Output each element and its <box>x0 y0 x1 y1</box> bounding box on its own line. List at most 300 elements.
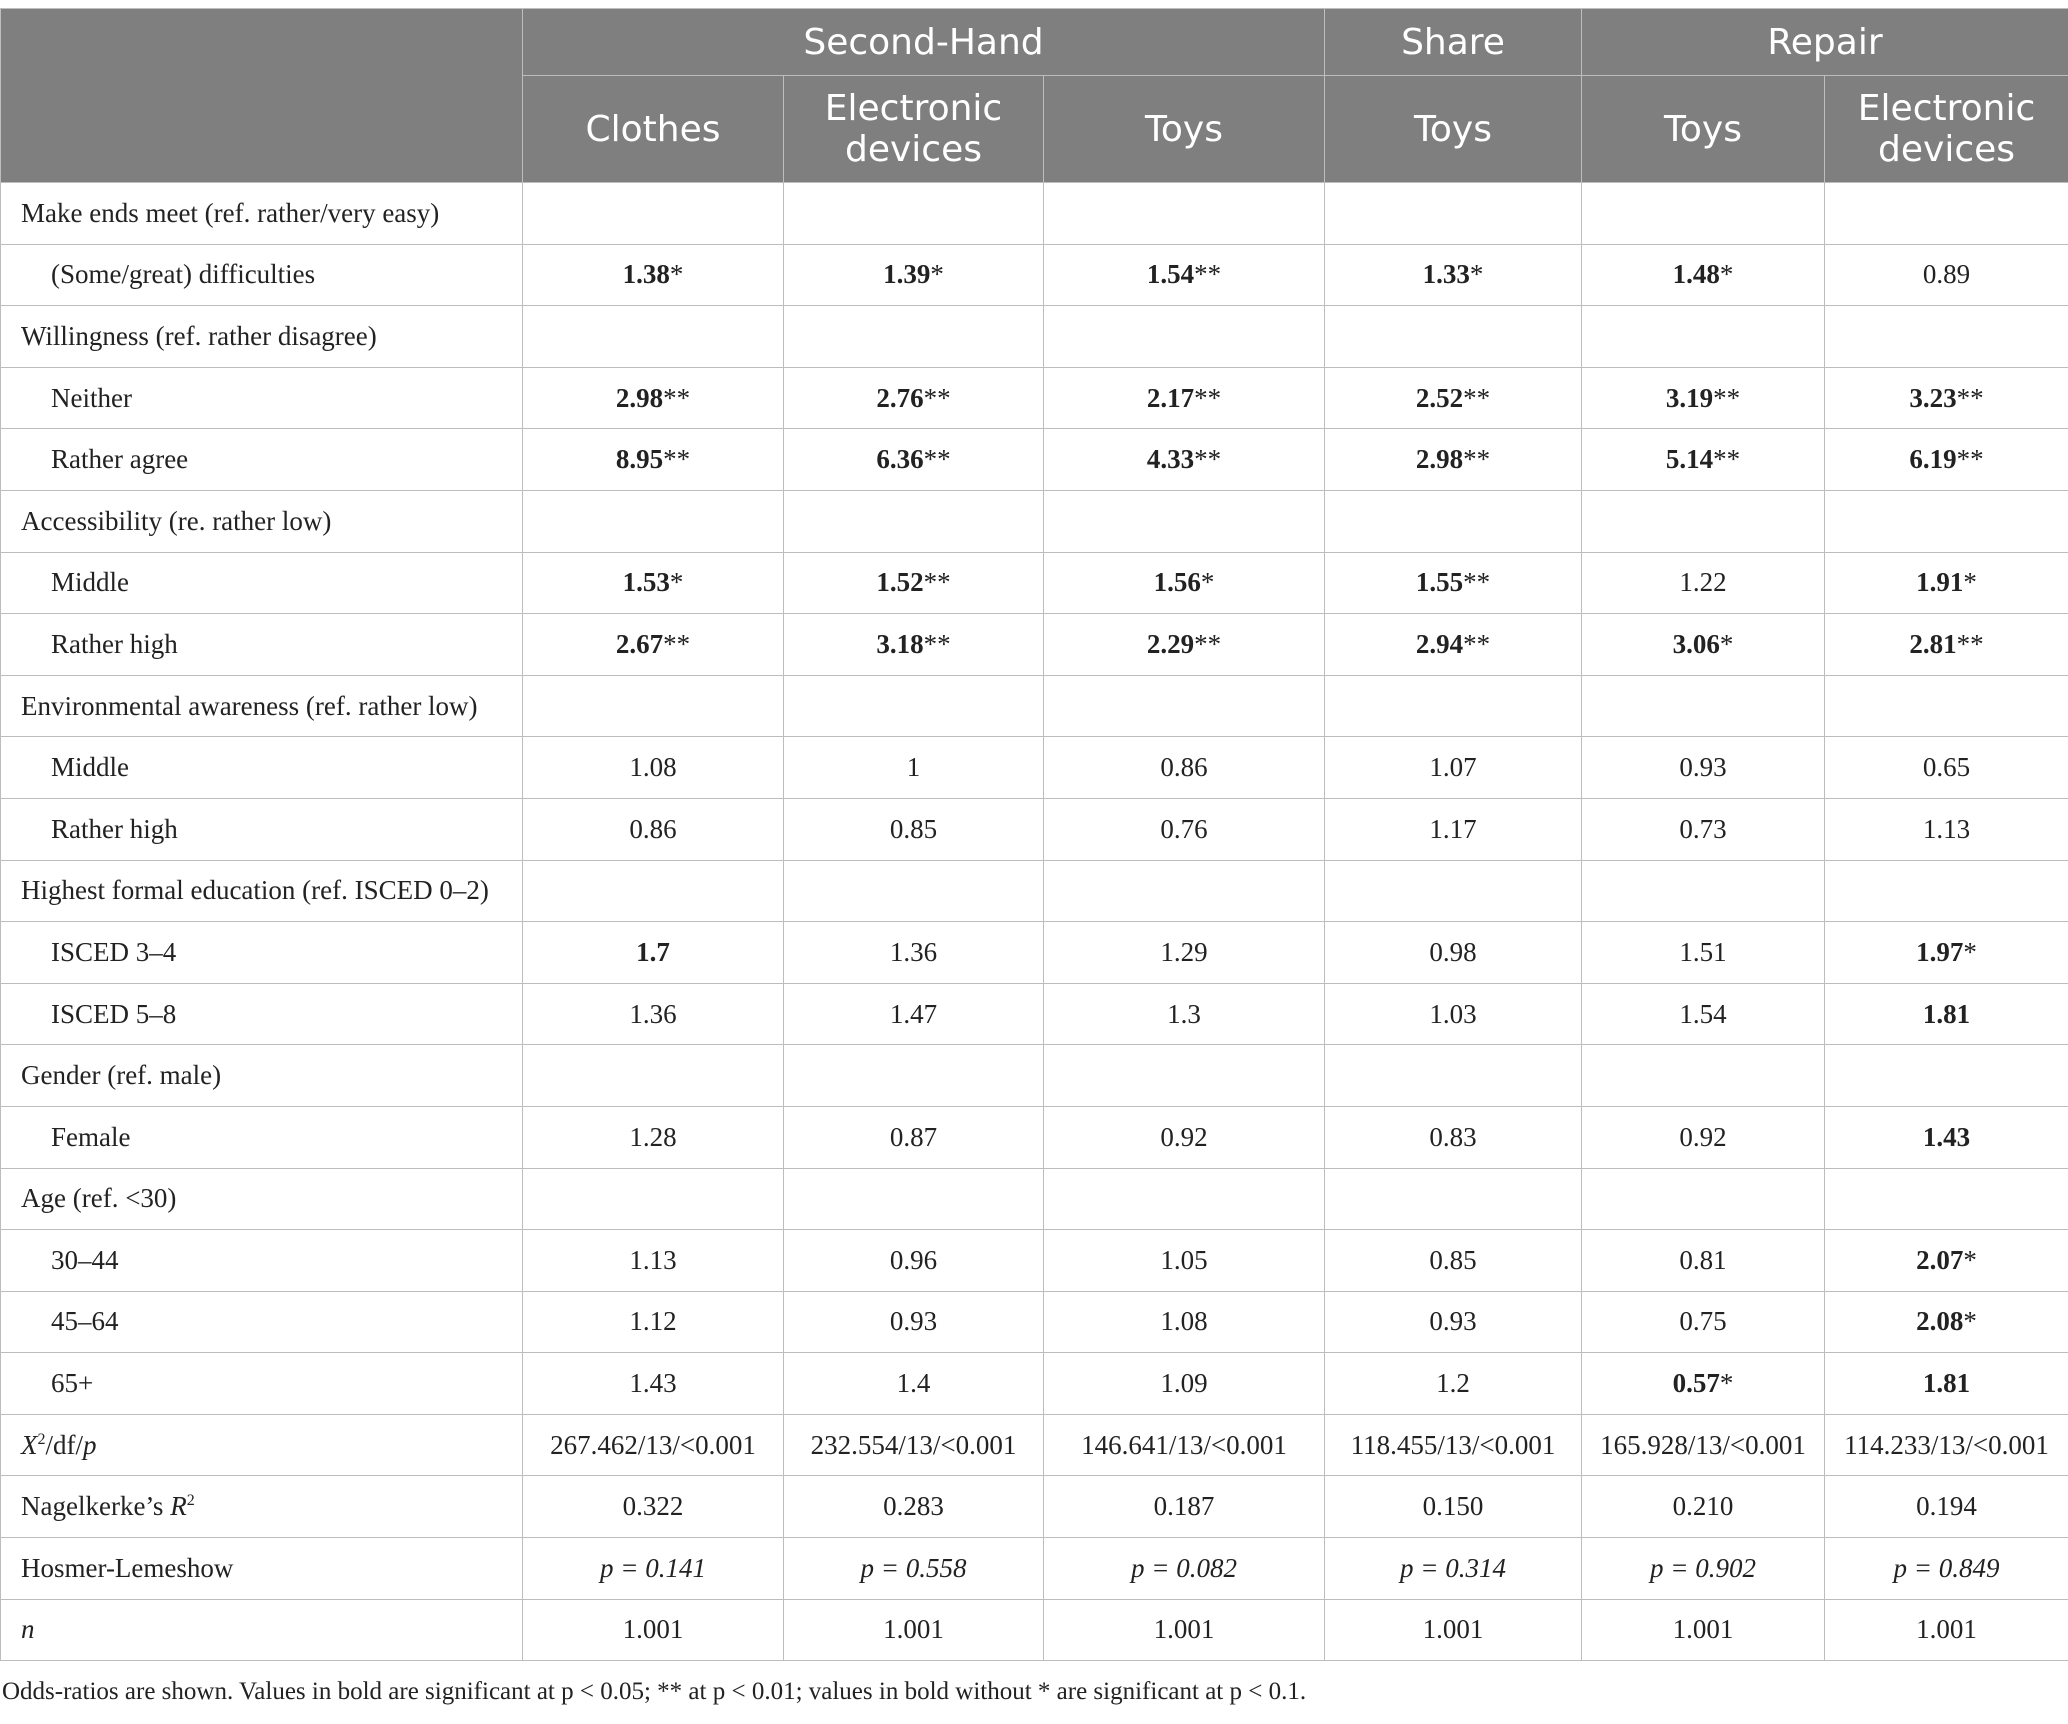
significance-stars: ** <box>1463 444 1491 475</box>
significance-stars: ** <box>663 382 691 413</box>
row-label <box>1 737 523 799</box>
table-cell <box>784 1353 1044 1415</box>
table-cell <box>1825 367 2068 429</box>
table-cell <box>1825 1599 2068 1661</box>
row-label-text: Middle <box>51 567 129 598</box>
row-label <box>1 1414 523 1476</box>
header-column-line1: Toys <box>1664 108 1742 150</box>
cell-value: 0.75 <box>1679 1306 1727 1337</box>
table-cell <box>1582 1599 1825 1661</box>
table-cell <box>1044 1291 1325 1353</box>
cell-value: 118.455/13/<0.001 <box>1350 1429 1556 1460</box>
table-cell <box>784 1476 1044 1538</box>
cell-value: 0.89 <box>1922 259 1971 290</box>
significance-stars: * <box>669 567 684 598</box>
significance-stars: * <box>1719 628 1734 659</box>
table-cell <box>1825 306 2068 368</box>
cell-value: 1.91 <box>1916 567 1964 598</box>
cell-value: 1.03 <box>1429 998 1477 1029</box>
row-label-text: Highest formal education (ref. ISCED 0–2) <box>21 875 489 906</box>
r-symbol: R <box>170 1491 187 1522</box>
table-header <box>1 9 2068 183</box>
table-row <box>1 1538 2068 1600</box>
row-label <box>1 614 523 676</box>
table-cell <box>1582 1045 1825 1107</box>
superscript-2: 2 <box>37 1430 46 1448</box>
cell-value: 0.96 <box>889 1244 938 1275</box>
header-group-repair: Repair <box>1582 9 2068 76</box>
table-cell <box>1044 183 1325 245</box>
table-section-row <box>1 1045 2068 1107</box>
cell-value: 1.07 <box>1429 752 1477 783</box>
table-cell <box>784 922 1044 984</box>
cell-value: 1.001 <box>1153 1614 1215 1645</box>
row-label-text: Accessibility (re. rather low) <box>21 505 332 536</box>
table-cell <box>1582 675 1825 737</box>
significance-stars: ** <box>1194 444 1222 475</box>
table-cell <box>1325 490 1582 552</box>
table-cell <box>523 367 784 429</box>
cell-value: 0.65 <box>1922 752 1971 783</box>
table-cell <box>523 552 784 614</box>
cell-value: 1.43 <box>1922 1121 1971 1152</box>
cell-value: 0.85 <box>889 813 938 844</box>
table-cell <box>1325 1230 1582 1292</box>
table-cell <box>523 1291 784 1353</box>
cell-value: 0.86 <box>1160 752 1208 783</box>
table-cell <box>1582 306 1825 368</box>
cell-value: 0.92 <box>1160 1121 1208 1152</box>
row-label-text: Rather high <box>51 813 178 844</box>
table-cell <box>1044 1106 1325 1168</box>
row-label <box>1 860 523 922</box>
table-cell <box>784 798 1044 860</box>
header-column-line1: Electronic <box>824 88 1003 129</box>
significance-stars: * <box>1719 1368 1734 1399</box>
table-cell <box>1044 860 1325 922</box>
significance-stars: ** <box>1194 628 1222 659</box>
table-cell <box>1325 183 1582 245</box>
cell-value: 1.39 <box>883 259 931 290</box>
significance-stars: * <box>1469 259 1484 290</box>
significance-stars: ** <box>1956 628 1984 659</box>
table-cell <box>523 1106 784 1168</box>
table-row <box>1 1353 2068 1415</box>
cell-value: 1.09 <box>1160 1368 1208 1399</box>
row-label <box>1 552 523 614</box>
table-cell <box>1325 429 1582 491</box>
table-row <box>1 1599 2068 1661</box>
significance-stars: ** <box>1463 628 1491 659</box>
cell-value: 0.187 <box>1153 1491 1215 1522</box>
cell-value: 1.55 <box>1415 567 1464 598</box>
table-cell <box>1582 1414 1825 1476</box>
significance-stars: ** <box>1713 444 1741 475</box>
table-cell <box>1044 1414 1325 1476</box>
chi-sep: /df/ <box>45 1429 83 1460</box>
table-cell <box>1044 675 1325 737</box>
table-cell <box>1044 1168 1325 1230</box>
row-label-text: Make ends meet (ref. rather/very easy) <box>21 197 440 228</box>
significance-stars: ** <box>1713 382 1741 413</box>
cell-value: 1.29 <box>1160 936 1208 967</box>
significance-stars: * <box>1963 567 1977 598</box>
table-cell <box>1825 183 2068 245</box>
table-cell <box>1582 1353 1825 1415</box>
row-label <box>1 429 523 491</box>
table-cell <box>1825 737 2068 799</box>
table-cell <box>784 614 1044 676</box>
header-column-line2: devices <box>1878 129 2016 170</box>
cell-value: p = 0.082 <box>1131 1552 1237 1583</box>
cell-value: 1.53 <box>622 567 670 598</box>
header-group-share: Share <box>1325 9 1582 76</box>
table-cell <box>1044 306 1325 368</box>
significance-stars: ** <box>923 444 951 475</box>
cell-value: 1.05 <box>1160 1244 1208 1275</box>
cell-value: 1.12 <box>629 1306 677 1337</box>
table-cell <box>1825 798 2068 860</box>
row-label-text: ISCED 3–4 <box>51 936 177 967</box>
table-row <box>1 983 2068 1045</box>
table-cell <box>784 860 1044 922</box>
significance-stars: * <box>1963 1306 1977 1337</box>
table-cell <box>784 1599 1044 1661</box>
cell-value: 2.76 <box>876 382 924 413</box>
significance-stars: * <box>1719 259 1734 290</box>
table-cell <box>1825 1168 2068 1230</box>
table-cell <box>1044 552 1325 614</box>
cell-value: 1.56 <box>1153 567 1201 598</box>
cell-value: 1.81 <box>1922 1368 1971 1399</box>
table-cell <box>1044 737 1325 799</box>
cell-value: 0.57 <box>1672 1368 1720 1399</box>
table-cell <box>1044 614 1325 676</box>
significance-stars: ** <box>1463 382 1491 413</box>
table-cell <box>1325 675 1582 737</box>
table-cell <box>784 1414 1044 1476</box>
table-cell <box>1582 614 1825 676</box>
cell-value: 1.22 <box>1679 567 1727 598</box>
table-cell <box>784 429 1044 491</box>
table-cell <box>1044 798 1325 860</box>
table-section-row <box>1 306 2068 368</box>
table-cell <box>1325 1476 1582 1538</box>
table-cell <box>1044 244 1325 306</box>
table-row <box>1 922 2068 984</box>
significance-stars: ** <box>1194 382 1222 413</box>
table-cell <box>1325 1414 1582 1476</box>
cell-value: 0.210 <box>1672 1491 1734 1522</box>
cell-value: 1.13 <box>1922 813 1971 844</box>
row-label <box>1 1538 523 1600</box>
table-row <box>1 1106 2068 1168</box>
row-label <box>1 1353 523 1415</box>
cell-value: 0.194 <box>1916 1491 1977 1522</box>
table-cell <box>784 244 1044 306</box>
cell-value: 1 <box>906 752 921 783</box>
table-cell <box>784 306 1044 368</box>
table-cell <box>1325 1353 1582 1415</box>
table-row <box>1 1291 2068 1353</box>
table-cell <box>784 675 1044 737</box>
significance-stars: ** <box>663 444 691 475</box>
table-cell <box>523 244 784 306</box>
cell-value: 1.17 <box>1429 813 1477 844</box>
cell-value: 4.33 <box>1146 444 1195 475</box>
table-cell <box>523 1353 784 1415</box>
table-cell <box>1825 1230 2068 1292</box>
cell-value: 1.08 <box>629 752 677 783</box>
table-section-row <box>1 675 2068 737</box>
table-cell <box>784 1168 1044 1230</box>
table-cell <box>1582 490 1825 552</box>
table-cell <box>523 306 784 368</box>
table-cell <box>784 1291 1044 1353</box>
table-section-row <box>1 183 2068 245</box>
table-cell <box>1044 1230 1325 1292</box>
table-cell <box>1325 1599 1582 1661</box>
table-cell <box>784 183 1044 245</box>
table-cell <box>523 490 784 552</box>
cell-value: p = 0.902 <box>1650 1552 1756 1583</box>
cell-value: 1.54 <box>1679 998 1727 1029</box>
table-cell <box>1582 1168 1825 1230</box>
row-label <box>1 983 523 1045</box>
table-cell <box>1044 429 1325 491</box>
significance-stars: * <box>1963 936 1977 967</box>
table-cell <box>523 1599 784 1661</box>
header-column <box>1325 76 1582 183</box>
header-column <box>1582 76 1825 183</box>
cell-value: p = 0.314 <box>1400 1552 1506 1583</box>
row-label-text: 30–44 <box>51 1244 119 1275</box>
table-cell <box>523 675 784 737</box>
significance-stars: ** <box>923 382 951 413</box>
table-cell <box>1325 983 1582 1045</box>
cell-value: 0.92 <box>1679 1121 1727 1152</box>
table-cell <box>1825 614 2068 676</box>
table-cell <box>1325 1291 1582 1353</box>
table-cell <box>1325 1106 1582 1168</box>
cell-value: 1.2 <box>1436 1368 1470 1399</box>
table-container <box>0 8 2068 1661</box>
table-cell <box>523 983 784 1045</box>
cell-value: 1.001 <box>1672 1614 1734 1645</box>
row-label <box>1 675 523 737</box>
odds-ratio-table <box>0 8 2068 1661</box>
table-cell <box>1582 737 1825 799</box>
table-cell <box>1044 367 1325 429</box>
cell-value: 267.462/13/<0.001 <box>550 1429 756 1460</box>
table-cell <box>1325 614 1582 676</box>
row-label <box>1 1476 523 1538</box>
significance-stars: ** <box>1956 444 1984 475</box>
significance-stars: ** <box>1194 259 1222 290</box>
table-cell <box>1044 1353 1325 1415</box>
chi-symbol: X <box>21 1429 38 1460</box>
table-row <box>1 429 2068 491</box>
cell-value: 6.19 <box>1909 444 1957 475</box>
row-label <box>1 798 523 860</box>
cell-value: 0.83 <box>1429 1121 1477 1152</box>
table-section-row <box>1 490 2068 552</box>
row-label-text: Neither <box>51 382 132 413</box>
table-footnote: Odds-ratios are shown. Values in bold are significant at p < 0.05; ** at p < 0.01; values in bold without * are significant at p < 0.1. <box>2 1678 1307 1705</box>
row-label-text: ISCED 5–8 <box>51 998 177 1029</box>
table-cell <box>784 552 1044 614</box>
cell-value: 114.233/13/<0.001 <box>1844 1429 2049 1460</box>
cell-value: 0.93 <box>1679 752 1727 783</box>
cell-value: 0.283 <box>883 1491 944 1522</box>
significance-stars: ** <box>1463 567 1491 598</box>
table-cell <box>523 1414 784 1476</box>
cell-value: 1.38 <box>622 259 670 290</box>
cell-value: 2.81 <box>1909 628 1957 659</box>
significance-stars: * <box>1200 567 1215 598</box>
header-group-second-hand: Second-Hand <box>523 9 1325 76</box>
table-cell <box>1582 1230 1825 1292</box>
row-label-text: Rather agree <box>51 444 189 475</box>
row-label-text: Female <box>51 1121 131 1152</box>
table-cell <box>1325 798 1582 860</box>
cell-value: 1.36 <box>889 936 938 967</box>
table-cell <box>1825 1538 2068 1600</box>
cell-value: 1.97 <box>1916 936 1964 967</box>
cell-value: 0.73 <box>1679 813 1727 844</box>
table-cell <box>1825 1291 2068 1353</box>
cell-value: 2.07 <box>1916 1244 1964 1275</box>
table-cell <box>1582 429 1825 491</box>
cell-value: 0.93 <box>1429 1306 1477 1337</box>
table-cell <box>1582 1476 1825 1538</box>
table-cell <box>784 1230 1044 1292</box>
row-label-text: n <box>21 1614 35 1645</box>
table-row <box>1 1476 2068 1538</box>
cell-value: 2.08 <box>1916 1306 1964 1337</box>
table-cell <box>1582 922 1825 984</box>
table-cell <box>1825 1045 2068 1107</box>
table-cell <box>523 1045 784 1107</box>
row-label <box>1 1045 523 1107</box>
row-label <box>1 922 523 984</box>
row-label <box>1 1291 523 1353</box>
table-cell <box>784 1045 1044 1107</box>
table-cell <box>1044 1045 1325 1107</box>
row-label <box>1 244 523 306</box>
table-cell <box>523 1476 784 1538</box>
table-cell <box>1044 922 1325 984</box>
table-cell <box>1044 1538 1325 1600</box>
cell-value: 2.94 <box>1415 628 1464 659</box>
table-row <box>1 1230 2068 1292</box>
row-label-text: Gender (ref. male) <box>21 1060 222 1091</box>
table-cell <box>1582 860 1825 922</box>
cell-value: 2.17 <box>1146 382 1195 413</box>
row-label <box>1 1106 523 1168</box>
row-label <box>1 367 523 429</box>
table-cell <box>784 490 1044 552</box>
cell-value: 1.3 <box>1167 998 1201 1029</box>
row-label-text: 45–64 <box>51 1306 119 1337</box>
cell-value: 1.7 <box>636 936 670 967</box>
header-column-line1: Electronic <box>1857 88 2036 129</box>
table-cell <box>1325 922 1582 984</box>
row-label <box>1 1599 523 1661</box>
header-group-row <box>1 9 2068 76</box>
cell-value: 232.554/13/<0.001 <box>810 1429 1017 1460</box>
table-cell <box>1325 244 1582 306</box>
cell-value: 1.48 <box>1672 259 1720 290</box>
significance-stars: ** <box>923 567 951 598</box>
table-cell <box>784 1106 1044 1168</box>
table-cell <box>1325 306 1582 368</box>
cell-value: 1.43 <box>629 1368 677 1399</box>
table-cell <box>523 183 784 245</box>
table-cell <box>523 1168 784 1230</box>
table-cell <box>784 983 1044 1045</box>
table-cell <box>1325 367 1582 429</box>
header-column <box>1825 76 2068 183</box>
table-cell <box>1825 860 2068 922</box>
table-cell <box>1325 1045 1582 1107</box>
table-row <box>1 798 2068 860</box>
table-cell <box>1582 367 1825 429</box>
table-cell <box>1044 1599 1325 1661</box>
row-label-text: Middle <box>51 752 129 783</box>
table-cell <box>523 922 784 984</box>
cell-value: 8.95 <box>615 444 664 475</box>
row-label-text: Nagelkerke’s <box>21 1491 171 1522</box>
cell-value: 1.52 <box>876 567 924 598</box>
table-cell <box>1325 1538 1582 1600</box>
table-cell <box>1582 798 1825 860</box>
cell-value: 0.81 <box>1679 1244 1727 1275</box>
table-cell <box>1582 1291 1825 1353</box>
cell-value: 146.641/13/<0.001 <box>1081 1429 1287 1460</box>
table-row <box>1 367 2068 429</box>
table-cell <box>784 1538 1044 1600</box>
cell-value: 0.76 <box>1160 813 1208 844</box>
table-row <box>1 244 2068 306</box>
row-label-text: 65+ <box>51 1368 94 1399</box>
table-body <box>1 183 2068 1661</box>
cell-value: 1.4 <box>896 1368 931 1399</box>
table-cell <box>523 737 784 799</box>
table-cell <box>523 860 784 922</box>
table-cell <box>1825 922 2068 984</box>
table-cell <box>1044 1476 1325 1538</box>
cell-value: 5.14 <box>1665 444 1714 475</box>
table-cell <box>1044 983 1325 1045</box>
header-column <box>523 76 784 183</box>
table-cell <box>1825 1106 2068 1168</box>
table-cell <box>523 429 784 491</box>
table-cell <box>1582 1106 1825 1168</box>
p-symbol: p <box>83 1429 97 1460</box>
cell-value: 1.08 <box>1160 1306 1208 1337</box>
table-cell <box>784 737 1044 799</box>
table-cell <box>1825 490 2068 552</box>
cell-value: 0.85 <box>1429 1244 1477 1275</box>
cell-value: 3.23 <box>1909 382 1957 413</box>
header-column-line1: Clothes <box>585 108 721 150</box>
row-label <box>1 306 523 368</box>
cell-value: 1.13 <box>629 1244 677 1275</box>
significance-stars: * <box>669 259 684 290</box>
cell-value: 3.18 <box>876 628 924 659</box>
cell-value: 1.81 <box>1922 998 1971 1029</box>
